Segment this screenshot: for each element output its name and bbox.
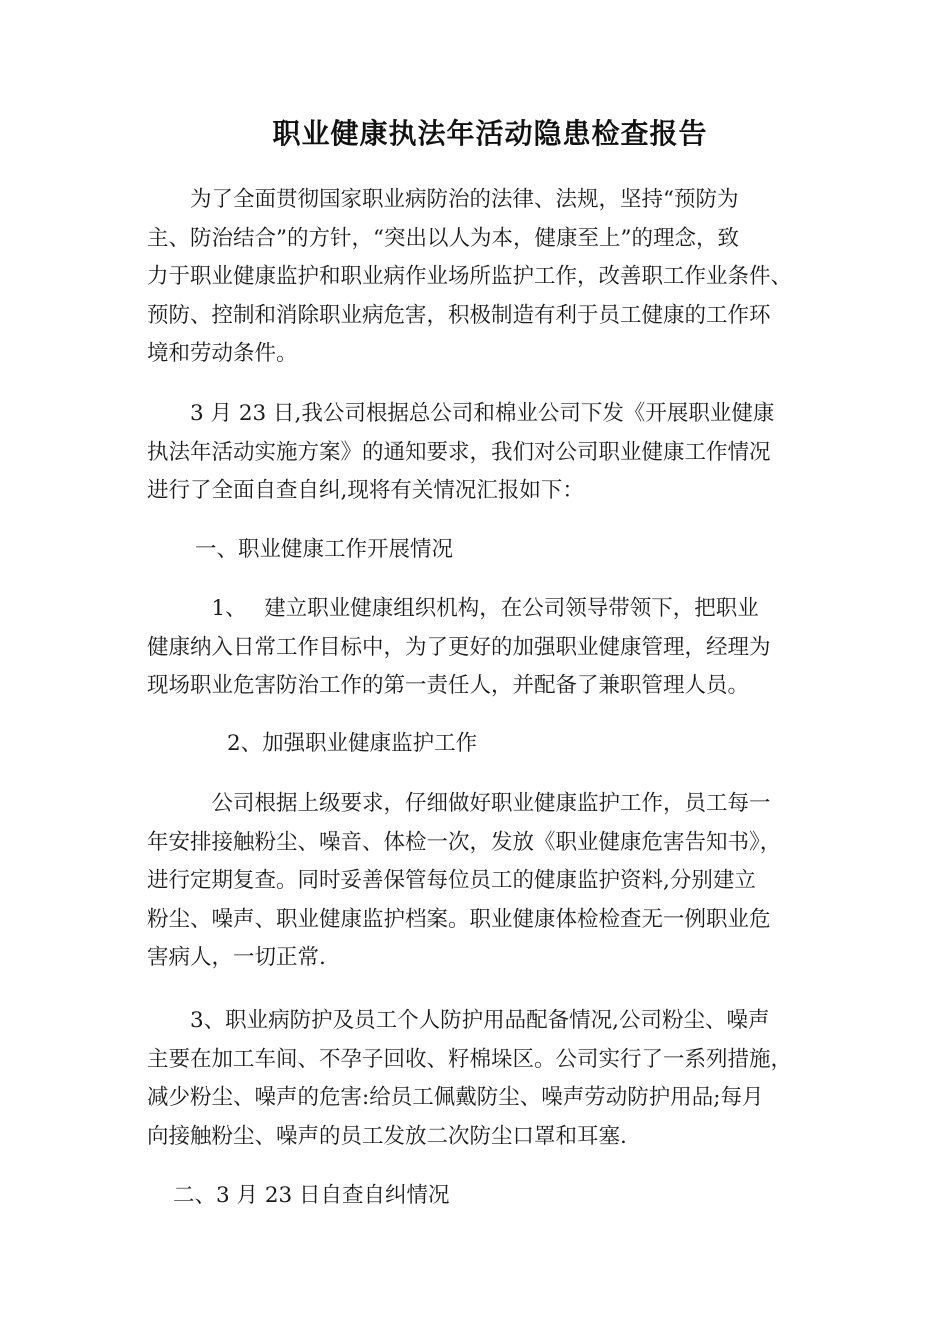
item-two-heading: 2、加强职业健康监护工作 [227,731,478,756]
background-paragraph: 3 月 23 日,我公司根据总公司和棉业公司下发《开展职业健康 执法年活动实施方案》的通知要求，我们对公司职业健康工作情况 进行了全面自查自纠,现将有关情况汇报如下： [147,401,775,503]
item-one-paragraph: 1、 建立职业健康组织机构，在公司领导带领下，把职业 健康纳入日常工作目标中，为了更好的加强职业健康管理，经理为 现场职业危害防治工作的第一责任人，并配备了兼职管理人员。 [147,596,771,698]
protection-paragraph: 3、职业病防护及员工个人防护用品配备情况,公司粉尘、噪声 主要在加工车间、不孕子回收、籽棉垛区。公司实行了一系列措施， 减少粉尘、噪声的危害:给员工佩戴防尘、噪声劳动防护用品;每月 向接触粉尘、噪声的员工发放二次防尘口罩和耳塞. [147,1008,793,1149]
section-two-heading: 二、3 月 23 日自查自纠情况 [173,1183,450,1208]
section-one-heading: 一、职业健康工作开展情况 [195,537,454,562]
intro-paragraph: 为了全面贯彻国家职业病防治的法律、法规，坚持“预防为 主、防治结合”的方针，“突出以人为本，健康至上”的理念，致 力于职业健康监护和职业病作业场所监护工作，改善职工作业条件、 预防、控制和消除职业病危害，积极制造有利于员工健康的工作环 境和劳动条件。 [147,187,793,366]
document-title: 职业健康执法年活动隐患检查报告 [272,117,708,150]
monitoring-paragraph: 公司根据上级要求，仔细做好职业健康监护工作，员工每一 年安排接触粉尘、噪音、体检一次，发放《职业健康危害告知书》， 进行定期复查。同时妥善保管每位员工的健康监护资料,分别建立 粉尘、噪声、职业健康监护档案。职业健康体检检查无一例职业危 害病人，一切正常. [147,791,782,970]
